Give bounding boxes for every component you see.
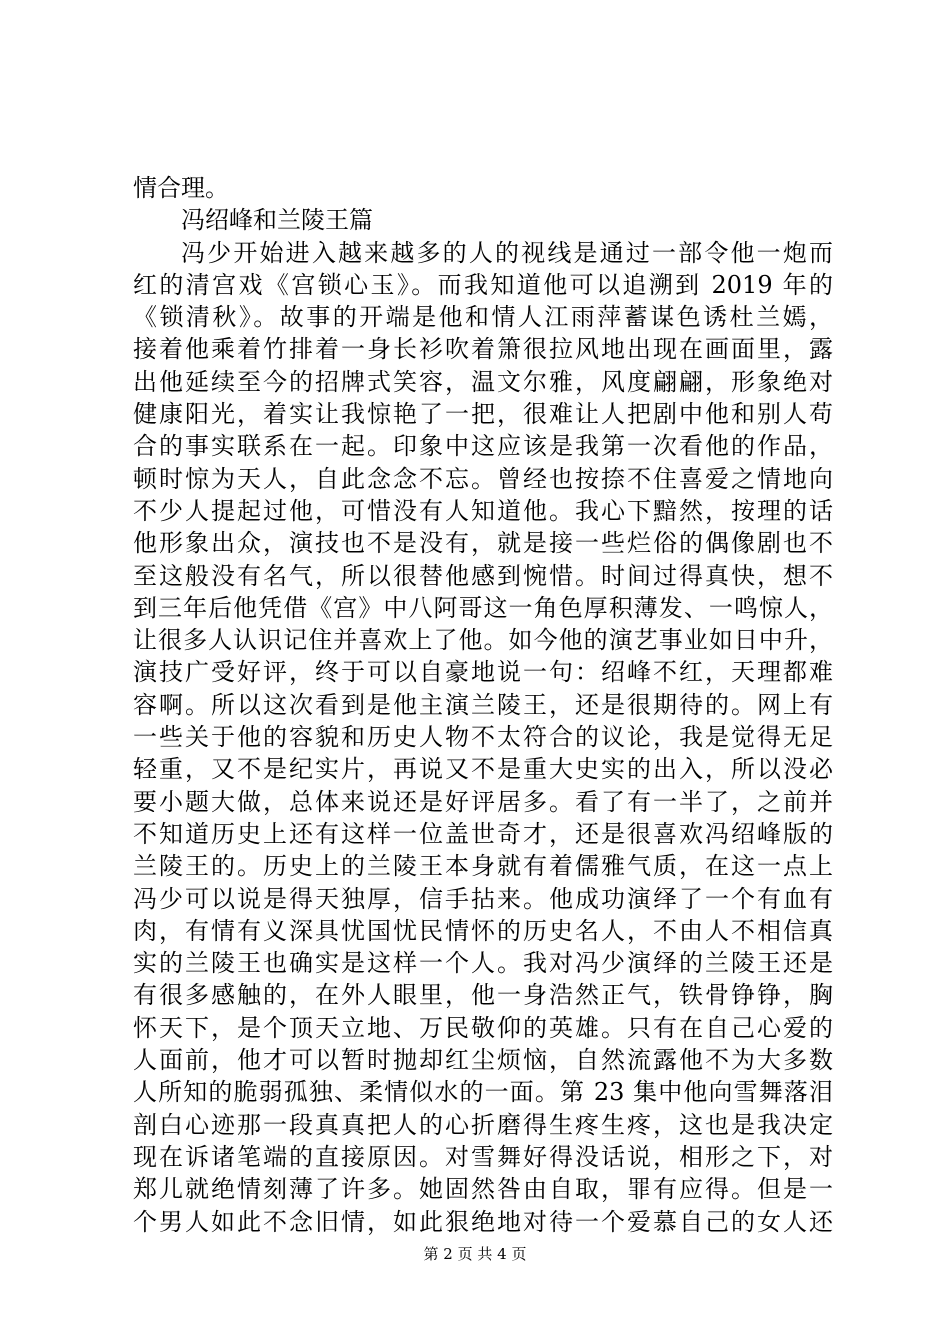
text-line: 肉，有情有义深具忧国忧民情怀的历史名人，不由人不相信真 xyxy=(133,916,833,945)
text-line: 至这般没有名气，所以很替他感到惋惜。时间过得真快，想不 xyxy=(133,561,833,590)
text-line: 郑儿就绝情刻薄了许多。她固然咎由自取，罪有应得。但是一 xyxy=(133,1175,833,1204)
text-line: 不知道历史上还有这样一位盖世奇才，还是很喜欢冯绍峰版的 xyxy=(133,819,833,848)
text-line: 情合理。 xyxy=(133,174,229,202)
text-line: 到三年后他凭借《宫》中八阿哥这一角色厚积薄发、一鸣惊人， xyxy=(133,593,833,622)
text-line: 人面前，他才可以暂时抛却红尘烦恼，自然流露他不为大多数 xyxy=(133,1046,833,1075)
text-line: 冯少开始进入越来越多的人的视线是通过一部令他一炮而 xyxy=(181,238,833,267)
text-line: 红的清宫戏《宫锁心玉》。而我知道他可以追溯到 2019 年的 xyxy=(133,270,833,299)
text-line: 出他延续至今的招牌式笑容，温文尔雅，风度翩翩，形象绝对 xyxy=(133,367,833,396)
text-line: 怀天下，是个顶天立地、万民敬仰的英雄。只有在自己心爱的 xyxy=(133,1013,833,1042)
section-heading: 冯绍峰和兰陵王篇 xyxy=(181,206,373,235)
text-line: 接着他乘着竹排着一身长衫吹着箫很拉风地出现在画面里，露 xyxy=(133,335,833,364)
text-line: 健康阳光，着实让我惊艳了一把，很难让人把剧中他和别人苟 xyxy=(133,400,833,429)
text-line: 兰陵王的。历史上的兰陵王本身就有着儒雅气质，在这一点上 xyxy=(133,852,833,881)
text-line: 剖白心迹那一段真真把人的心折磨得生疼生疼，这也是我决定 xyxy=(133,1110,833,1139)
text-line: 人所知的脆弱孤独、柔情似水的一面。第 23 集中他向雪舞落泪 xyxy=(133,1078,833,1107)
body-text xyxy=(133,172,833,1238)
text-line: 轻重，又不是纪实片，再说又不是重大史实的出入，所以没必 xyxy=(133,755,833,784)
text-line: 让很多人认识记住并喜欢上了他。如今他的演艺事业如日中升， xyxy=(133,626,833,655)
text-line: 演技广受好评，终于可以自豪地说一句：绍峰不红，天理都难 xyxy=(133,658,833,687)
text-line: 实的兰陵王也确实是这样一个人。我对冯少演绎的兰陵王还是 xyxy=(133,949,833,978)
text-line: 要小题大做，总体来说还是好评居多。看了有一半了，之前并 xyxy=(133,787,833,816)
text-line: 冯少可以说是得天独厚，信手拈来。他成功演绎了一个有血有 xyxy=(133,884,833,913)
text-line: 不少人提起过他，可惜没有人知道他。我心下黯然，按理的话 xyxy=(133,496,833,525)
text-line: 顿时惊为天人，自此念念不忘。曾经也按捺不住喜爱之情地向 xyxy=(133,464,833,493)
text-line: 一些关于他的容貌和历史人物不太符合的议论，我是觉得无足 xyxy=(133,723,833,752)
text-line: 有很多感触的，在外人眼里，他一身浩然正气，铁骨铮铮，胸 xyxy=(133,981,833,1010)
text-line: 合的事实联系在一起。印象中这应该是我第一次看他的作品， xyxy=(133,432,833,461)
text-line: 现在诉诸笔端的直接原因。对雪舞好得没话说，相形之下，对 xyxy=(133,1142,833,1171)
text-line: 《锁清秋》。故事的开端是他和情人江雨萍蓄谋色诱杜兰嫣， xyxy=(133,303,833,332)
text-line: 容啊。所以这次看到是他主演兰陵王，还是很期待的。网上有 xyxy=(133,690,833,719)
page-footer: 第 2 页 共 4 页 xyxy=(423,1245,527,1263)
text-line: 他形象出众，演技也不是没有，就是接一些烂俗的偶像剧也不 xyxy=(133,529,833,558)
text-line: 个男人如此不念旧情，如此狠绝地对待一个爱慕自己的女人还 xyxy=(133,1207,833,1236)
